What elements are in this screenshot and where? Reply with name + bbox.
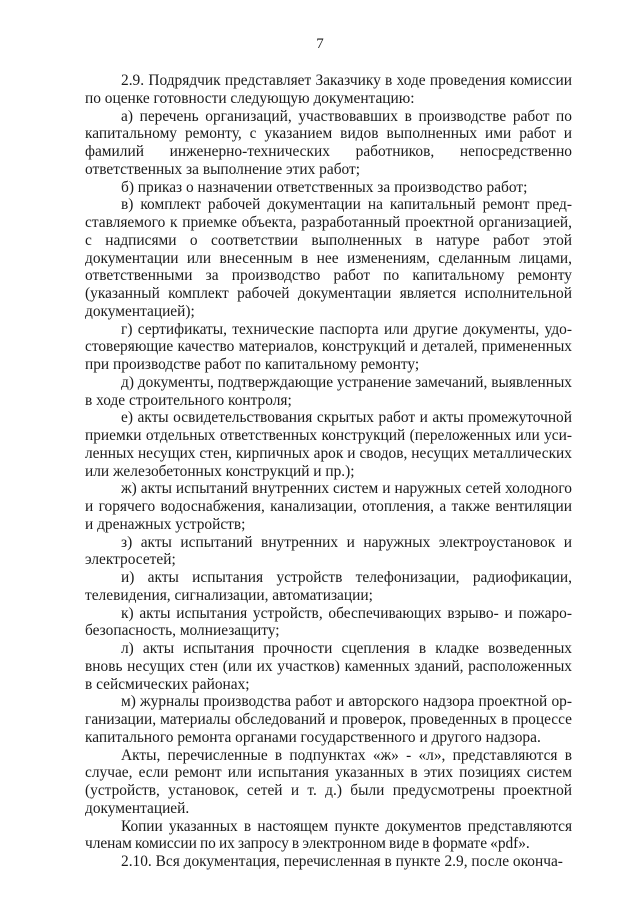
paragraph-copies-note: Копии указанных в настоящем пункте документов представляются членам комиссии по их запросу в электронном виде в формате «pdf».	[85, 817, 572, 853]
list-item-z: з) акты испытаний внутренних и наружных электроустановок и электросетей;	[85, 533, 572, 569]
list-item-l: л) акты испытания прочности сцепления в кладке возведенных вновь несущих стен (или их участков) каменных зданий, расположенных в сейсмических районах;	[85, 640, 572, 693]
paragraph-2-10-start: 2.10. Вся документация, перечисленная в пункте 2.9, после оконча-	[121, 853, 563, 870]
document-body	[85, 72, 572, 871]
list-item-e: е) акты освидетельствования скрытых работ и акты промежуточной приемки отдельных ответственных конструкций (переложенных или усиленных несущих стен, кирпичных арок и сводов, несущих металлических или железобетонных конструкций и пр.);	[85, 409, 572, 480]
list-item-a: а) перечень организаций, участвовавших в производстве работ по капитальному ремонту, с указанием видов выполненных ими работ и фамилий инженерно-технических работников, непосредственно ответственных за выполнение этих работ;	[85, 107, 572, 178]
list-item-m: м) журналы производства работ и авторского надзора проектной организации, материалы обследований и проверок, проведенных в процессе капитального ремонта органами государственного и другого надзора.	[85, 693, 572, 746]
page-number: 7	[316, 36, 324, 52]
list-item-v: в) комплект рабочей документации на капитальный ремонт представляемого к приемке объекта, разработанный проектной организацией, с надписями о соответствии выполненных в натуре работ этой документации или внесенным в нее изменениям, сделанным лицами, ответственными за производство работ по капитальному ремонту (указанный комплект рабочей документации является исполнительной документацией);	[85, 196, 572, 320]
list-item-k: к) акты испытания устройств, обеспечивающих взрыво- и пожаробезопасность, молниезащиту;	[85, 604, 572, 640]
list-item-b: б) приказ о назначении ответственных за производство работ;	[121, 178, 528, 196]
list-item-d: д) документы, подтверждающие устранение замечаний, выявленных в ходе строительного контроля;	[85, 373, 572, 409]
list-item-g: г) сертификаты, технические паспорта или другие документы, удостоверяющие качество материалов, конструкций и деталей, примененных при производстве работ по капитальному ремонту;	[85, 320, 572, 373]
list-item-zh: ж) акты испытаний внутренних систем и наружных сетей холодного и горячего водоснабжения, канализации, отопления, а также вентиляции и дренажных устройств;	[85, 480, 572, 533]
list-item-i: и) акты испытания устройств телефонизации, радиофикации, телевидения, сигнализации, автоматизации;	[85, 569, 572, 604]
paragraph-2-9-intro: 2.9. Подрядчик представляет Заказчику в ходе проведения комиссии по оценке готовности следующую документацию:	[85, 72, 572, 107]
paragraph-acts-note: Акты, перечисленные в подпунктах «ж» - «л», представляются в случае, если ремонт или испытания указанных в этих позициях систем (устройств, установок, сетей и т. д.) были предусмотрены проектной документацией.	[85, 746, 572, 817]
